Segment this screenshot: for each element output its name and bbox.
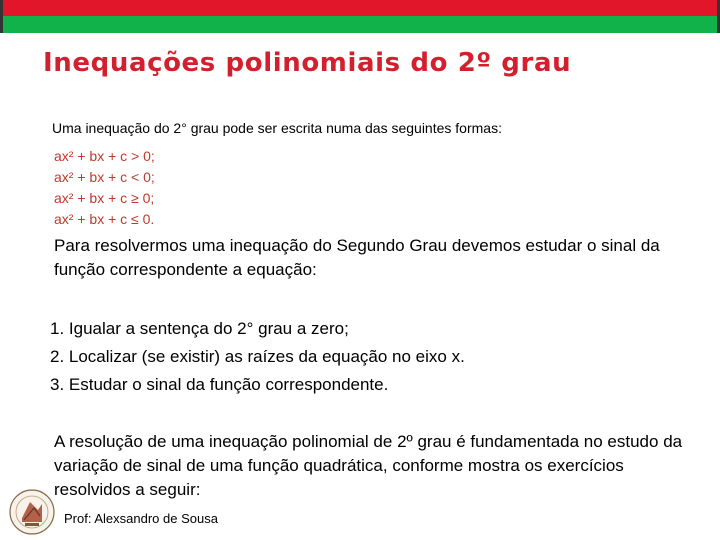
step-item: 2. Localizar (se existir) as raízes da equação no eixo x. — [50, 347, 465, 366]
steps-list — [50, 315, 465, 399]
inequality-form: ax² + bx + c < 0; — [54, 169, 155, 185]
conclusion-paragraph: A resolução de uma inequação polinomial de 2º grau é fundamentada no estudo da variação de sinal de uma função quadrática, conforme mostra os exercícios resolvidos a seguir: — [54, 432, 683, 499]
author-credit: Prof: Alexsandro de Sousa — [64, 511, 218, 526]
header-stripe-green — [0, 16, 720, 33]
step-item: 1. Igualar a sentença do 2° grau a zero; — [50, 319, 349, 338]
inequality-form: ax² + bx + c ≥ 0; — [54, 190, 155, 206]
inequality-form: ax² + bx + c ≤ 0. — [54, 211, 155, 227]
step-item: 3. Estudar o sinal da função correspondente. — [50, 375, 389, 394]
school-seal-logo-icon — [8, 488, 56, 536]
inequality-form: ax² + bx + c > 0; — [54, 148, 155, 164]
header-edge-left — [0, 0, 3, 33]
header-stripe-red — [0, 0, 720, 16]
method-paragraph: Para resolvermos uma inequação do Segundo Grau devemos estudar o sinal da função correspondente a equação: — [54, 236, 660, 279]
slide-title: Inequações polinomiais do 2º grau — [43, 48, 572, 78]
inequality-forms-list — [54, 146, 155, 230]
intro-text: Uma inequação do 2° grau pode ser escrita numa das seguintes formas: — [52, 120, 502, 136]
